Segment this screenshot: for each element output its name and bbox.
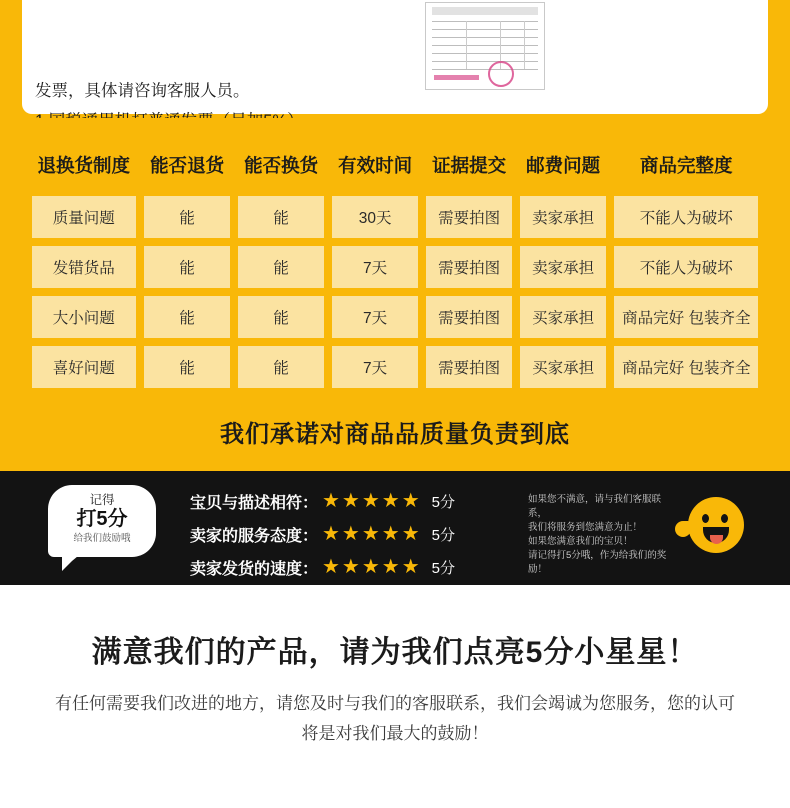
cell-exchangeable: 能 — [238, 346, 324, 388]
col-header-shipping: 邮费问题 — [526, 155, 601, 176]
cell-evidence: 需要拍图 — [426, 246, 512, 288]
col-header-exchangeable: 能否换货 — [244, 155, 319, 176]
cell-evidence: 需要拍图 — [426, 296, 512, 338]
rating-label: 宝贝与描述相符： — [190, 494, 319, 512]
rating-score: 5分 — [431, 526, 455, 544]
cell-integrity: 不能人为破坏 — [614, 196, 758, 238]
cell-returnable: 能 — [144, 196, 230, 238]
cell-exchangeable: 能 — [238, 296, 324, 338]
table-row — [32, 196, 759, 238]
five-star-icon: ★★★★★ — [322, 490, 422, 512]
rating-score: 5分 — [431, 493, 455, 511]
cell-policy: 喜好问题 — [32, 346, 137, 388]
cell-valid-time: 30天 — [332, 196, 418, 238]
cell-integrity: 不能人为破坏 — [614, 246, 758, 288]
cell-policy: 质量问题 — [32, 196, 137, 238]
bubble-line-2: 打5分 — [76, 508, 128, 530]
cell-shipping: 买家承担 — [520, 296, 606, 338]
note-line-2: 我们将服务到您满意为止！ — [528, 522, 643, 533]
note-line-1: 如果您不满意，请与我们客服联系， — [528, 494, 662, 519]
cell-policy: 大小问题 — [32, 296, 137, 338]
footer-sub-line-2: 将是对我们最大的鼓励！ — [301, 724, 489, 743]
footer-sub-line-1: 有任何需要我们改进的地方，请您及时与我们的客服联系，我们会竭诚为您服务，您的认可 — [55, 694, 735, 713]
table-row — [32, 346, 759, 388]
rating-label: 卖家的服务态度： — [190, 527, 319, 545]
rating-score: 5分 — [431, 559, 455, 577]
cell-shipping: 卖家承担 — [520, 246, 606, 288]
invoice-sample-image — [425, 2, 545, 90]
rating-rows — [190, 487, 455, 586]
rating-request-section — [0, 471, 790, 585]
winking-smiley-icon — [688, 497, 744, 553]
col-header-returnable: 能否退货 — [150, 155, 225, 176]
cell-valid-time: 7天 — [332, 296, 418, 338]
cell-exchangeable: 能 — [238, 196, 324, 238]
cell-evidence: 需要拍图 — [426, 346, 512, 388]
cell-integrity: 商品完好 包装齐全 — [614, 346, 758, 388]
cell-returnable: 能 — [144, 246, 230, 288]
note-line-3: 如果您满意我们的宝贝！ — [528, 536, 633, 547]
cell-exchangeable: 能 — [238, 246, 324, 288]
col-header-valid-time: 有效时间 — [338, 155, 413, 176]
rating-row-shipping-speed — [190, 553, 455, 581]
col-header-policy: 退换货制度 — [37, 155, 131, 176]
col-header-evidence: 证据提交 — [432, 155, 507, 176]
rating-label: 卖家发货的速度： — [190, 560, 319, 578]
note-line-4: 请记得打5分哦，作为给我们的奖励！ — [528, 550, 667, 575]
five-star-icon: ★★★★★ — [322, 556, 422, 578]
cell-returnable: 能 — [144, 296, 230, 338]
rating-row-service-attitude — [190, 520, 455, 548]
cell-valid-time: 7天 — [332, 346, 418, 388]
returns-policy-section — [0, 118, 790, 404]
invoice-section — [0, 0, 790, 118]
footer-headline: 满意我们的产品，请为我们点亮5分小星星！ — [91, 636, 699, 669]
returns-policy-table — [24, 142, 767, 396]
table-row — [32, 296, 759, 338]
invoice-line-1: 发票，具体请咨询客服人员。 — [35, 82, 250, 100]
bubble-line-1: 记得 — [89, 493, 115, 507]
col-header-integrity: 商品完整度 — [640, 155, 733, 176]
cell-shipping: 卖家承担 — [520, 196, 606, 238]
cell-evidence: 需要拍图 — [426, 196, 512, 238]
cell-returnable: 能 — [144, 346, 230, 388]
bubble-line-3: 给我们鼓励哦 — [73, 533, 131, 544]
rating-note — [528, 493, 678, 577]
five-star-icon: ★★★★★ — [322, 523, 422, 545]
cell-shipping: 买家承担 — [520, 346, 606, 388]
cell-valid-time: 7天 — [332, 246, 418, 288]
footer-section — [0, 585, 790, 749]
speech-bubble — [48, 485, 156, 557]
quality-promise-text: 我们承诺对商品品质量负责到底 — [0, 404, 790, 471]
footer-subtext — [0, 689, 790, 749]
rating-row-description-match — [190, 487, 455, 515]
cell-policy: 发错货品 — [32, 246, 137, 288]
cell-integrity: 商品完好 包装齐全 — [614, 296, 758, 338]
table-header-row — [32, 150, 759, 188]
table-row — [32, 246, 759, 288]
